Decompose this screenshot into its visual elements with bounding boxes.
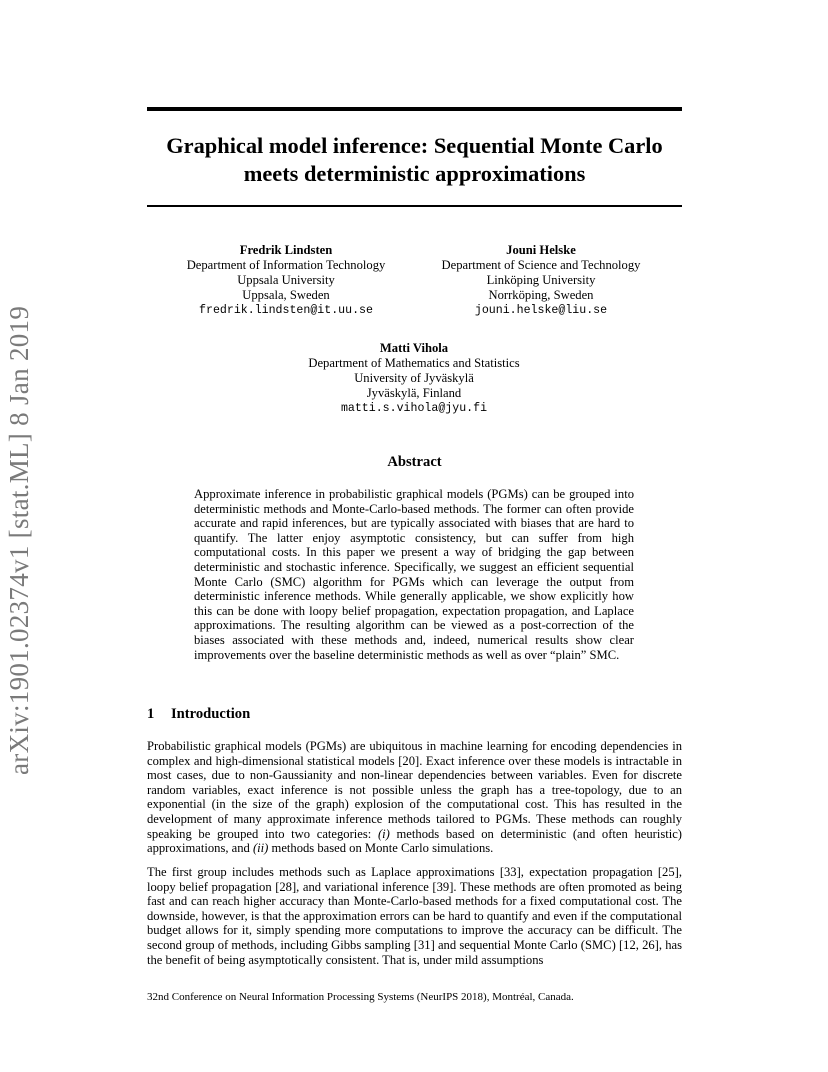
- author-department: Department of Information Technology: [186, 258, 386, 272]
- author-name: Jouni Helske: [506, 243, 576, 257]
- author-location: Norrköping, Sweden: [488, 288, 594, 302]
- author-university: University of Jyväskylä: [354, 371, 474, 385]
- enumeration-marker: (ii): [252, 841, 269, 856]
- abstract-heading: Abstract: [387, 454, 442, 470]
- author-email[interactable]: jouni.helske@liu.se: [474, 304, 608, 317]
- title-line-2: meets deterministic approximations: [243, 161, 586, 186]
- paragraph-text: methods based on deterministic (and often heuristic) approximations, and: [147, 826, 683, 856]
- title-line-1: Graphical model inference: Sequential Monte Carlo: [166, 133, 663, 158]
- author-block-3: [294, 341, 534, 416]
- intro-paragraph-1: [147, 739, 682, 856]
- author-email[interactable]: matti.s.vihola@jyu.fi: [340, 402, 488, 415]
- enumeration-marker: (i): [377, 826, 390, 841]
- conference-footnote: 32nd Conference on Neural Information Processing Systems (NeurIPS 2018), Montréal, Canada.: [147, 991, 574, 1003]
- title-bottom-rule: [147, 205, 682, 207]
- author-university: Uppsala University: [237, 273, 335, 287]
- author-university: Linköping University: [486, 273, 596, 287]
- paragraph-text: methods based on Monte Carlo simulations.: [268, 841, 494, 856]
- title-top-rule: [147, 107, 682, 111]
- abstract-text: Approximate inference in probabilistic graphical models (PGMs) can be grouped into deterministic methods and Monte-Carlo-based methods. The former can often provide accurate and rapid inferences, but are typically associated with biases that are hard to quantify. The latter enjoy asymptotic consistency, but can suffer from high computational costs. In this paper we present a way of bridging the gap between deterministic and stochastic inference. Specifically, we suggest an efficient sequential Monte Carlo (SMC) algorithm for PGMs which can leverage the output from deterministic inference methods. While generally applicable, we show explicitly how this can be done with loopy belief propagation, expectation propagation, and Laplace approximations. The resulting algorithm can be viewed as a post-correction of the biases associated with these methods and, indeed, numerical results show clear improvements over the baseline deterministic methods as well as over “plain” SMC.: [194, 487, 634, 662]
- author-name: Matti Vihola: [379, 341, 449, 355]
- author-department: Department of Mathematics and Statistics: [308, 356, 520, 370]
- author-location: Jyväskylä, Finland: [366, 386, 462, 400]
- paragraph-text: Probabilistic graphical models (PGMs) are ubiquitous in machine learning for encoding dependencies in complex and high-dimensional statistical models [20]. Exact inference over these models is intractable in most cases, due to non-Gaussianity and non-linear dependencies between variables. Even for discrete random variables, exact inference is not possible unless the graph has a tree-topology, due to an exponential (in the size of the graph) explosion of the computational cost. This has resulted in the development of many approximate inference methods tailored to PGMs. These methods can roughly speaking be grouped into two categories:: [147, 739, 682, 841]
- section-title: Introduction: [171, 706, 251, 722]
- arxiv-identifier: arXiv:1901.02374v1 [stat.ML] 8 Jan 2019: [4, 305, 34, 775]
- paper-title: [147, 132, 682, 188]
- author-department: Department of Science and Technology: [441, 258, 641, 272]
- author-block-2: [421, 243, 661, 318]
- author-block-1: [166, 243, 406, 318]
- section-number: 1: [147, 706, 155, 722]
- author-email[interactable]: fredrik.lindsten@it.uu.se: [199, 304, 373, 317]
- intro-paragraph-2: The first group includes methods such as Laplace approximations [33], expectation propagation [25], loopy belief propagation [28], and variational inference [39]. These methods are often promoted as being fast and can reach higher accuracy than Monte-Carlo-based methods for a fixed computational cost. The downside, however, is that the approximation errors can be hard to quantify and even if the computational budget allows for it, simply spending more computations to improve the accuracy can be difficult. The second group of methods, including Gibbs sampling [31] and sequential Monte Carlo (SMC) [12, 26], has the benefit of being asymptotically consistent. That is, under mild assumptions: [147, 865, 682, 967]
- author-location: Uppsala, Sweden: [242, 288, 330, 302]
- section-heading: [147, 706, 250, 723]
- author-name: Fredrik Lindsten: [239, 243, 333, 257]
